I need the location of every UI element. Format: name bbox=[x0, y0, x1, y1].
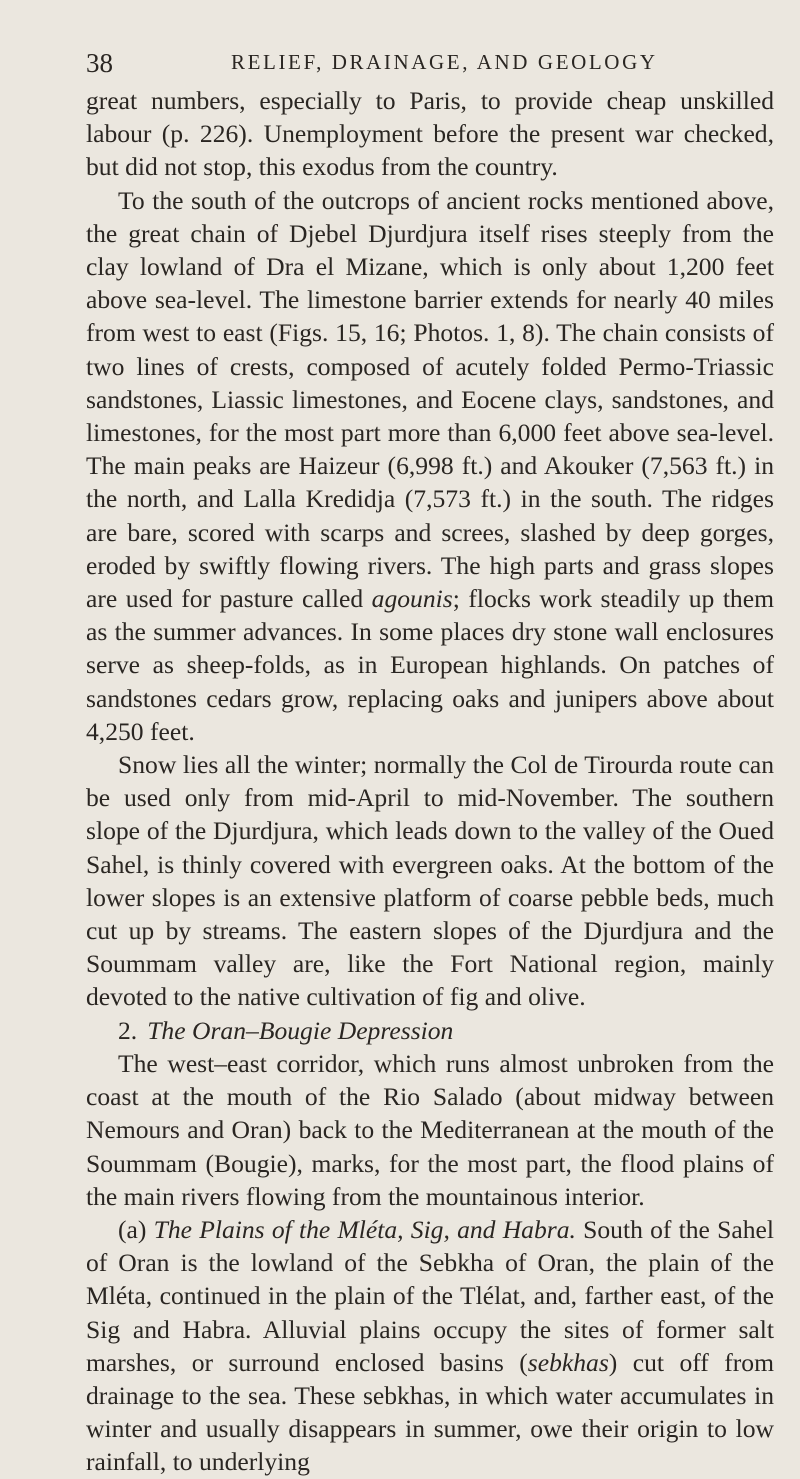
section-number: 2. bbox=[118, 1015, 138, 1045]
italic-term: agounis bbox=[371, 584, 453, 614]
italic-term: sebkhas bbox=[527, 1347, 609, 1377]
paragraph-text: ; flocks work steadily up them as the summer advances. In some places dry stone wall enclosures serve as sheep-folds, as in European highlands. On patches of sandstones cedars grow, replacing oaks and junipers above about 4,250 feet. bbox=[86, 584, 774, 746]
section-heading bbox=[86, 1014, 774, 1047]
paragraph-text: To the south of the outcrops of ancient rocks mentioned above, the great chain of Djebel Djurdjura itself rises steeply from the clay lowland of Dra el Mizane, which is only about 1,200 feet above sea-level. The limestone barrier extends for nearly 40 miles from west to east (Figs. 15, 16; Photos. 1, 8). The chain consists of two lines of crests, composed of acutely folded Permo-Triassic sandstones, Liassic limestones, and Eocene clays, sandstones, and limestones, for the most part more than 6,000 feet above sea-level. The main peaks are Haizeur (6,998 ft.) and Akouker (7,563 ft.) in the north, and Lalla Kredidja (7,573 ft.) in the south. The ridges are bare, scored with scarps and screes, slashed by deep gorges, eroded by swiftly flowing rivers. The high parts and grass slopes are used for pasture called bbox=[86, 185, 774, 614]
subsection-title: The Plains of the Mléta, Sig, and Habra. bbox=[153, 1214, 576, 1244]
subsection-label: (a) bbox=[118, 1214, 147, 1244]
page-number: 38 bbox=[86, 48, 113, 78]
paragraph-text: South of the Sahel of Oran is the lowland of the Sebkha of Oran, the plain of the Mléta, continued in the plain of the Tlélat, and, farther east, of the Sig and Habra. Alluvial plains occupy the sites of former salt marshes, or surround enclosed basins ( bbox=[86, 1214, 774, 1377]
paragraph-text: ) cut off from drainage to the sea. These sebkhas, in which water accumulates in winter and usually disappears in summer, owe their origin to low rainfall, to underlying bbox=[86, 1347, 774, 1477]
section-title: The Oran–Bougie Depression bbox=[147, 1015, 454, 1045]
page-header bbox=[86, 44, 760, 84]
paragraph-snow: Snow lies all the winter; normally the Col de Tirourda route can be used only from mid-April to mid-November. The southern slope of the Djurdjura, which leads down to the valley of the Oued Sahel, is thinly covered with evergreen oaks. At the bottom of the lower slopes is an extensive platform of coarse pebble beds, much cut up by streams. The eastern slopes of the Djurdjura and the Soummam valley are, like the Fort National region, mainly devoted to the native cultivation of fig and olive. bbox=[86, 750, 774, 1012]
paragraph-continuation: great numbers, especially to Paris, to provide cheap unskilled labour (p. 226). Unemployment before the present war checked, but did not stop, this exodus from the country. bbox=[86, 86, 774, 182]
body-text bbox=[86, 84, 774, 1479]
paragraph-plains bbox=[86, 1213, 774, 1479]
paragraph-corridor: The west–east corridor, which runs almost unbroken from the coast at the mouth of the Rio Salado (about midway between Nemours and Oran) back to the Mediterranean at the mouth of the Soummam (Bougie), marks, for the most part, the flood plains of the main rivers flowing from the mountainous interior. bbox=[86, 1048, 774, 1211]
paragraph-djurdjura bbox=[86, 184, 774, 748]
running-head: RELIEF, DRAINAGE, AND GEOLOGY bbox=[231, 50, 658, 74]
